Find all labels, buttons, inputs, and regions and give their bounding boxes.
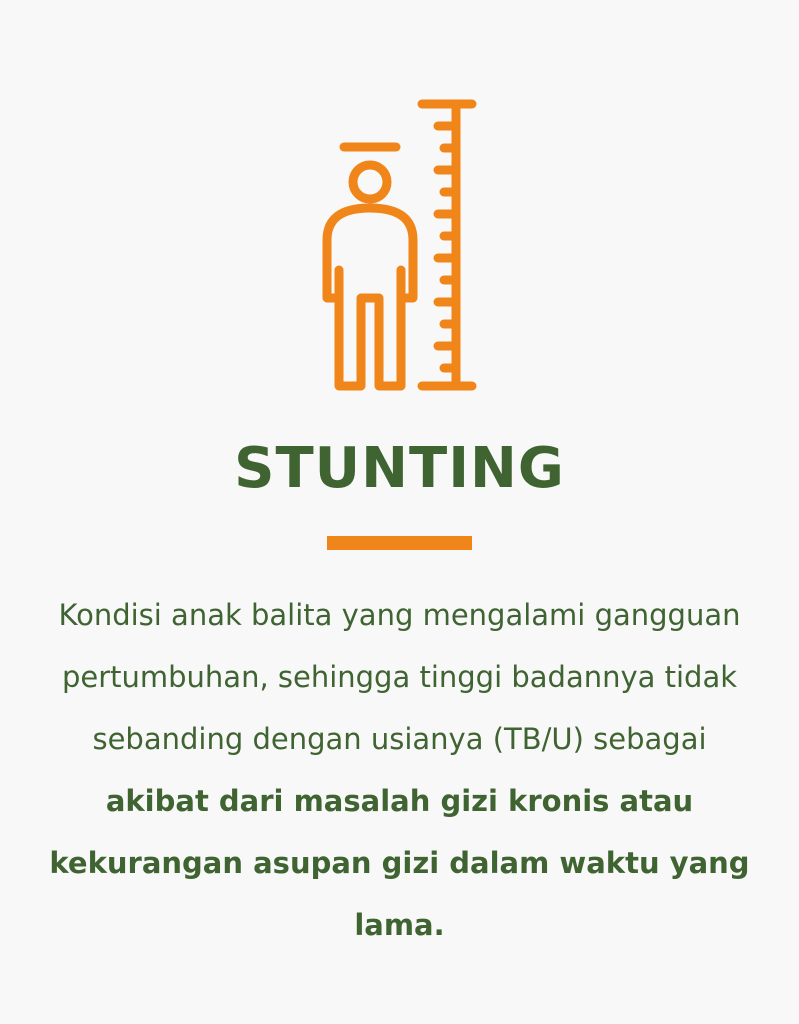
description-text	[40, 584, 759, 956]
page-title: STUNTING	[234, 436, 565, 501]
description-emphasis: akibat dari masalah gizi kronis atau kekurangan asupan gizi dalam waktu yang lama.	[49, 784, 750, 942]
height-measurement-icon	[300, 90, 500, 400]
title-divider	[327, 536, 472, 550]
description-plain: Kondisi anak balita yang mengalami gangguan pertumbuhan, sehingga tinggi badannya tidak sebanding dengan usianya (TB/U) sebagai	[58, 598, 741, 756]
